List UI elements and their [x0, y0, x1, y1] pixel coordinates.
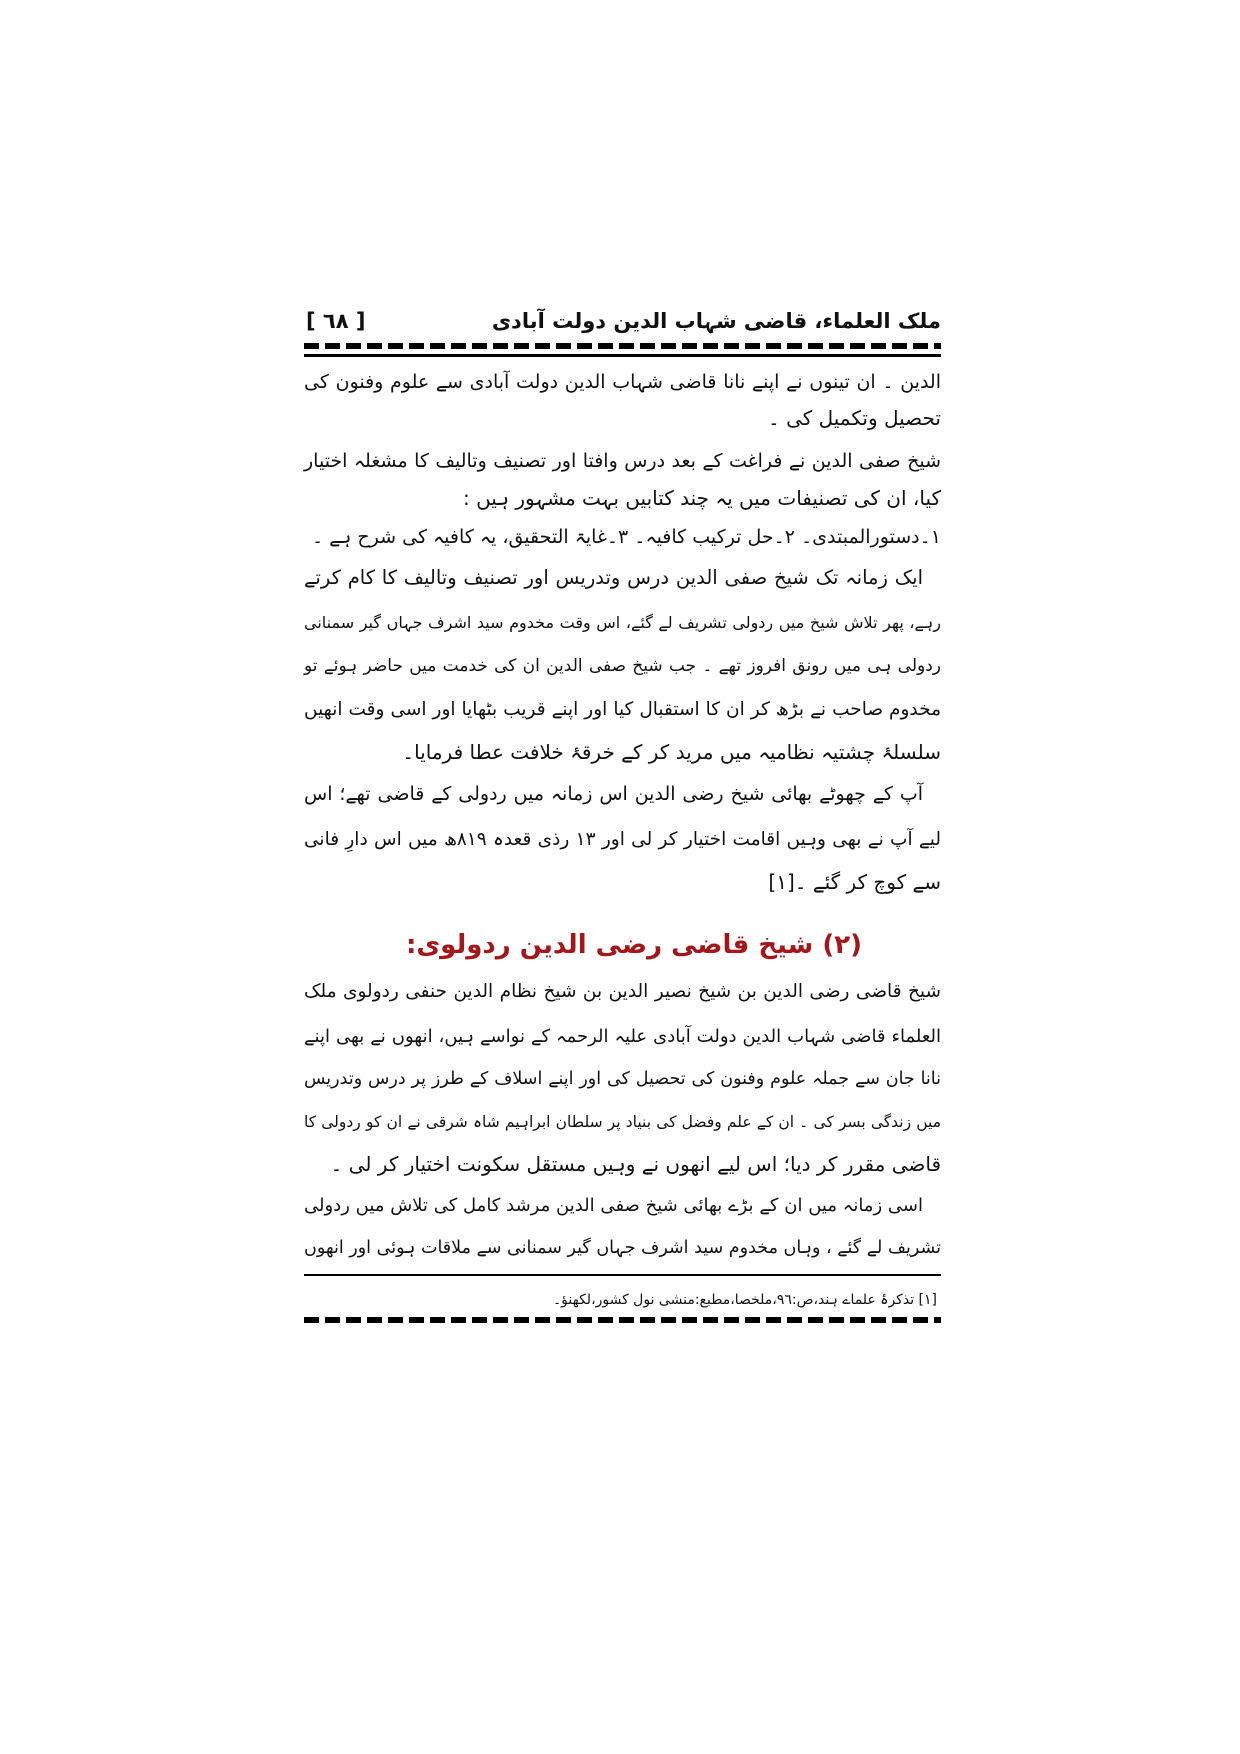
- body-line: کیا، ان کی تصنیفات میں یہ چند کتابیں بہت مشہور ہیں :: [462, 486, 941, 510]
- body-line: سلسلۂ چشتیہ نظامیہ میں مرید کر کے خرقۂ خلافت عطا فرمایا۔: [402, 740, 941, 764]
- header-solid-rule: [304, 354, 941, 357]
- body-line: اسی زمانہ میں ان کے بڑے بھائی شیخ صفی الدین مرشد کامل کی تلاش میں ردولی: [304, 1195, 923, 1216]
- body-line: رہے، پھر تلاش شیخ میں ردولی تشریف لے گئے، اس وقت مخدوم سید اشرف جہاں گیر سمنانی: [304, 613, 941, 632]
- body-line: ردولی ہی میں رونق افروز تھے ۔ جب شیخ صفی الدین ان کی خدمت میں حاضر ہوئے تو: [304, 656, 941, 676]
- body-line: تشریف لے گئے ، وہاں مخدوم سید اشرف جہاں گیر سمنانی سے ملاقات ہوئی اور انھوں: [304, 1238, 941, 1258]
- body-line: قاضی مقرر کر دیا؛ اس لیے انھوں نے وہیں مستقل سکونت اختیار کر لی ۔: [330, 1152, 941, 1176]
- footnote: [١] تذکرۂ علماے ہند،ص:٩٦،ملخصا،مطبع:منشی نول کشور،لکھنؤ۔: [552, 1292, 937, 1308]
- page-number: [ ٦٨ ]: [306, 309, 366, 333]
- body-line: العلماء قاضی شہاب الدین دولت آبادی علیہ الرحمہ کے نواسے ہیں، انھوں نے بھی اپنے: [304, 1026, 941, 1047]
- body-line: آپ کے چھوٹے بھائی شیخ رضی الدین اس زمانہ میں ردولی کے قاضی تھے؛ اس: [304, 783, 923, 805]
- body-line: تحصیل وتکمیل کی ۔: [768, 406, 941, 430]
- body-line: ایک زمانہ تک شیخ صفی الدین درس وتدریس اور تصنیف وتالیف کا کام کرتے: [304, 566, 923, 589]
- body-line: لیے آپ نے بھی وہیں اقامت اختیار کر لی اور ١٣ رذی قعدہ ٨١٩ھ میں اس دارِ فانی: [304, 829, 941, 850]
- body-line: میں زندگی بسر کی ۔ ان کے علم وفضل کی بنیاد پر سلطان ابراہیم شاہ شرقی نے ان کو ردولی کا: [304, 1113, 941, 1131]
- body-line: الدین ۔ ان تینوں نے اپنے نانا قاضی شہاب الدین دولت آبادی سے علوم وفنون کی: [304, 371, 941, 393]
- body-line: شیخ صفی الدین نے فراغت کے بعد درس وافتا اور تصنیف وتالیف کا مشغلہ اختیار: [304, 450, 941, 472]
- running-title: ملک العلماء، قاضی شہاب الدین دولت آبادی: [491, 309, 941, 333]
- header-dashed-rule: [304, 343, 941, 349]
- body-line: نانا جان سے جملہ علوم وفنون کی تحصیل کی اور اپنے اسلاف کے طرز پر درس وتدریس: [304, 1069, 941, 1089]
- footer-dashed-rule: [304, 1317, 941, 1323]
- body-line: شیخ قاضی رضی الدین بن شیخ نصیر الدین بن شیخ نظام الدین حنفی ردولوی ملک: [304, 981, 941, 1002]
- body-line: ١۔دستورالمبتدی۔ ٢۔حل ترکیب کافیہ۔ ٣۔غایۃ التحقیق، یہ کافیہ کی شرح ہے ۔: [311, 526, 941, 548]
- footnote-separator: [304, 1274, 941, 1276]
- body-line: مخدوم صاحب نے بڑھ کر ان کا استقبال کیا اور اپنے قریب بٹھایا اور اسی وقت انھیں: [304, 699, 941, 720]
- body-line: سے کوچ کر گئے ۔[١]: [768, 870, 941, 894]
- section-heading: (٢) شیخ قاضی رضی الدین ردولوی:: [405, 930, 862, 960]
